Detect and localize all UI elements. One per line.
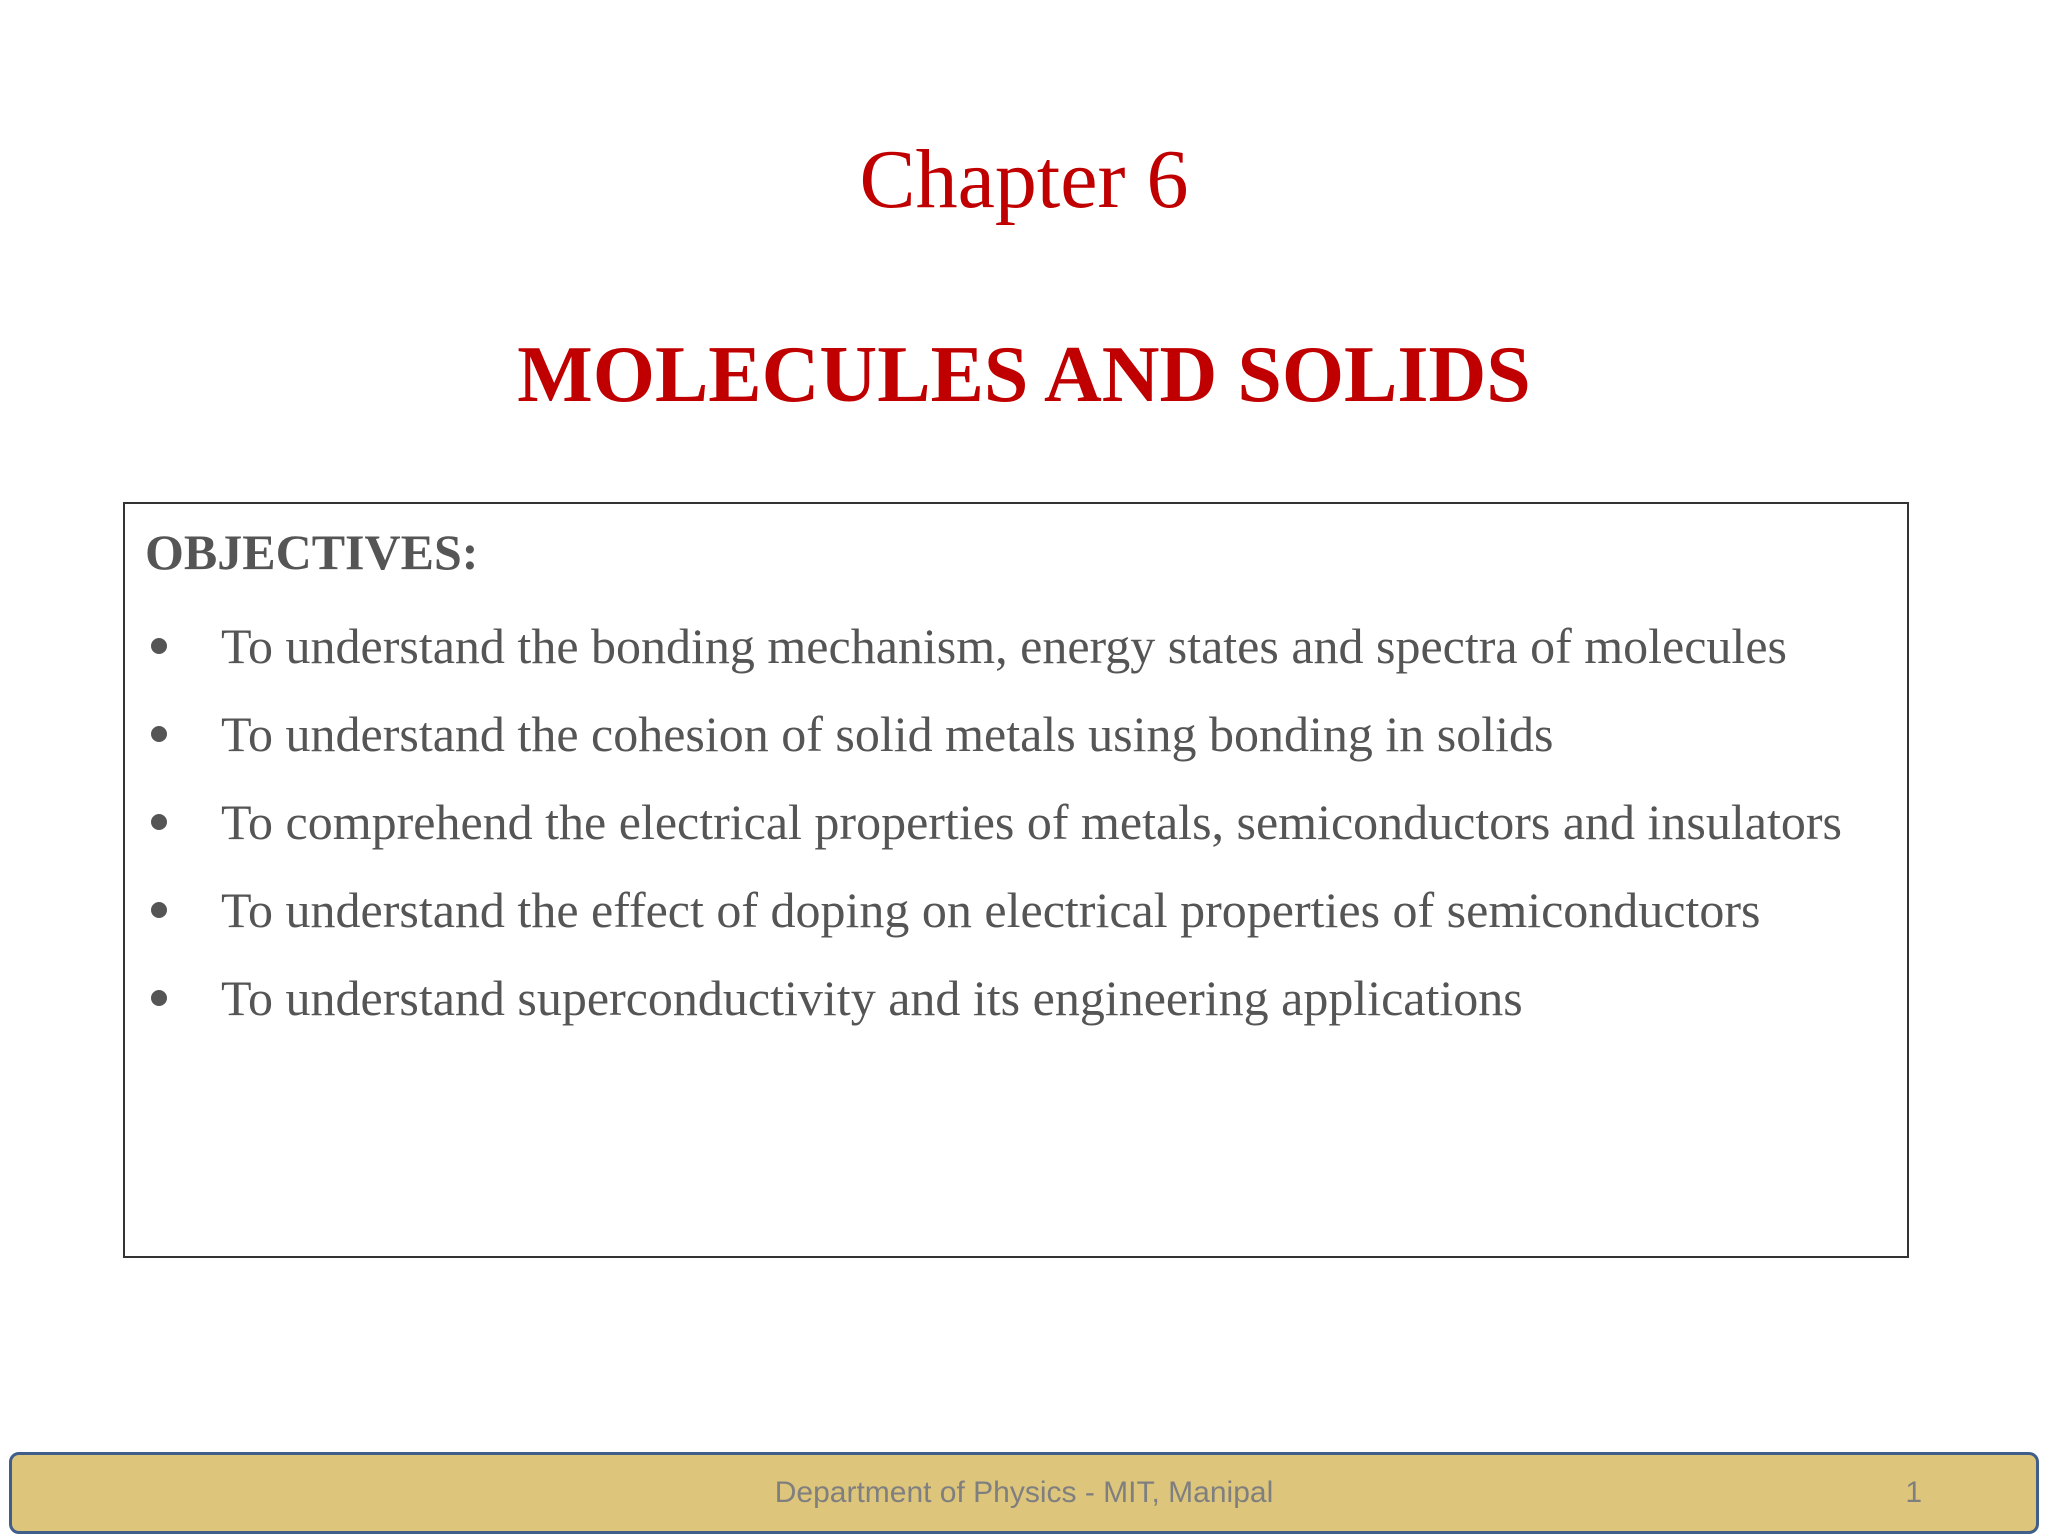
slide-title: MOLECULES AND SOLIDS — [517, 331, 1531, 419]
objective-text: To understand superconductivity and its engineering applications — [221, 970, 1523, 1026]
chapter-title: Chapter 6 — [859, 133, 1189, 226]
objective-item — [145, 702, 1889, 766]
bullet-icon — [151, 814, 167, 830]
objective-text: To understand the effect of doping on electrical properties of semiconductors — [221, 882, 1761, 938]
footer-text: Department of Physics - MIT, Manipal — [774, 1476, 1274, 1509]
page-number: 1 — [1905, 1476, 1922, 1509]
objectives-list — [145, 614, 1889, 1054]
objective-item — [145, 878, 1889, 942]
objective-text: To comprehend the electrical properties of metals, semiconductors and insulators — [221, 794, 1842, 850]
objective-text: To understand the bonding mechanism, energy states and spectra of molecules — [221, 618, 1787, 674]
objective-item — [145, 790, 1889, 854]
objective-item — [145, 966, 1889, 1030]
objectives-heading: OBJECTIVES: — [145, 524, 479, 580]
bullet-icon — [151, 638, 167, 654]
bullet-icon — [151, 902, 167, 918]
objectives-box — [123, 502, 1909, 1258]
objective-item — [145, 614, 1889, 678]
objective-text: To understand the cohesion of solid metals using bonding in solids — [221, 706, 1554, 762]
footer-bar — [9, 1452, 2039, 1534]
bullet-icon — [151, 990, 167, 1006]
bullet-icon — [151, 726, 167, 742]
